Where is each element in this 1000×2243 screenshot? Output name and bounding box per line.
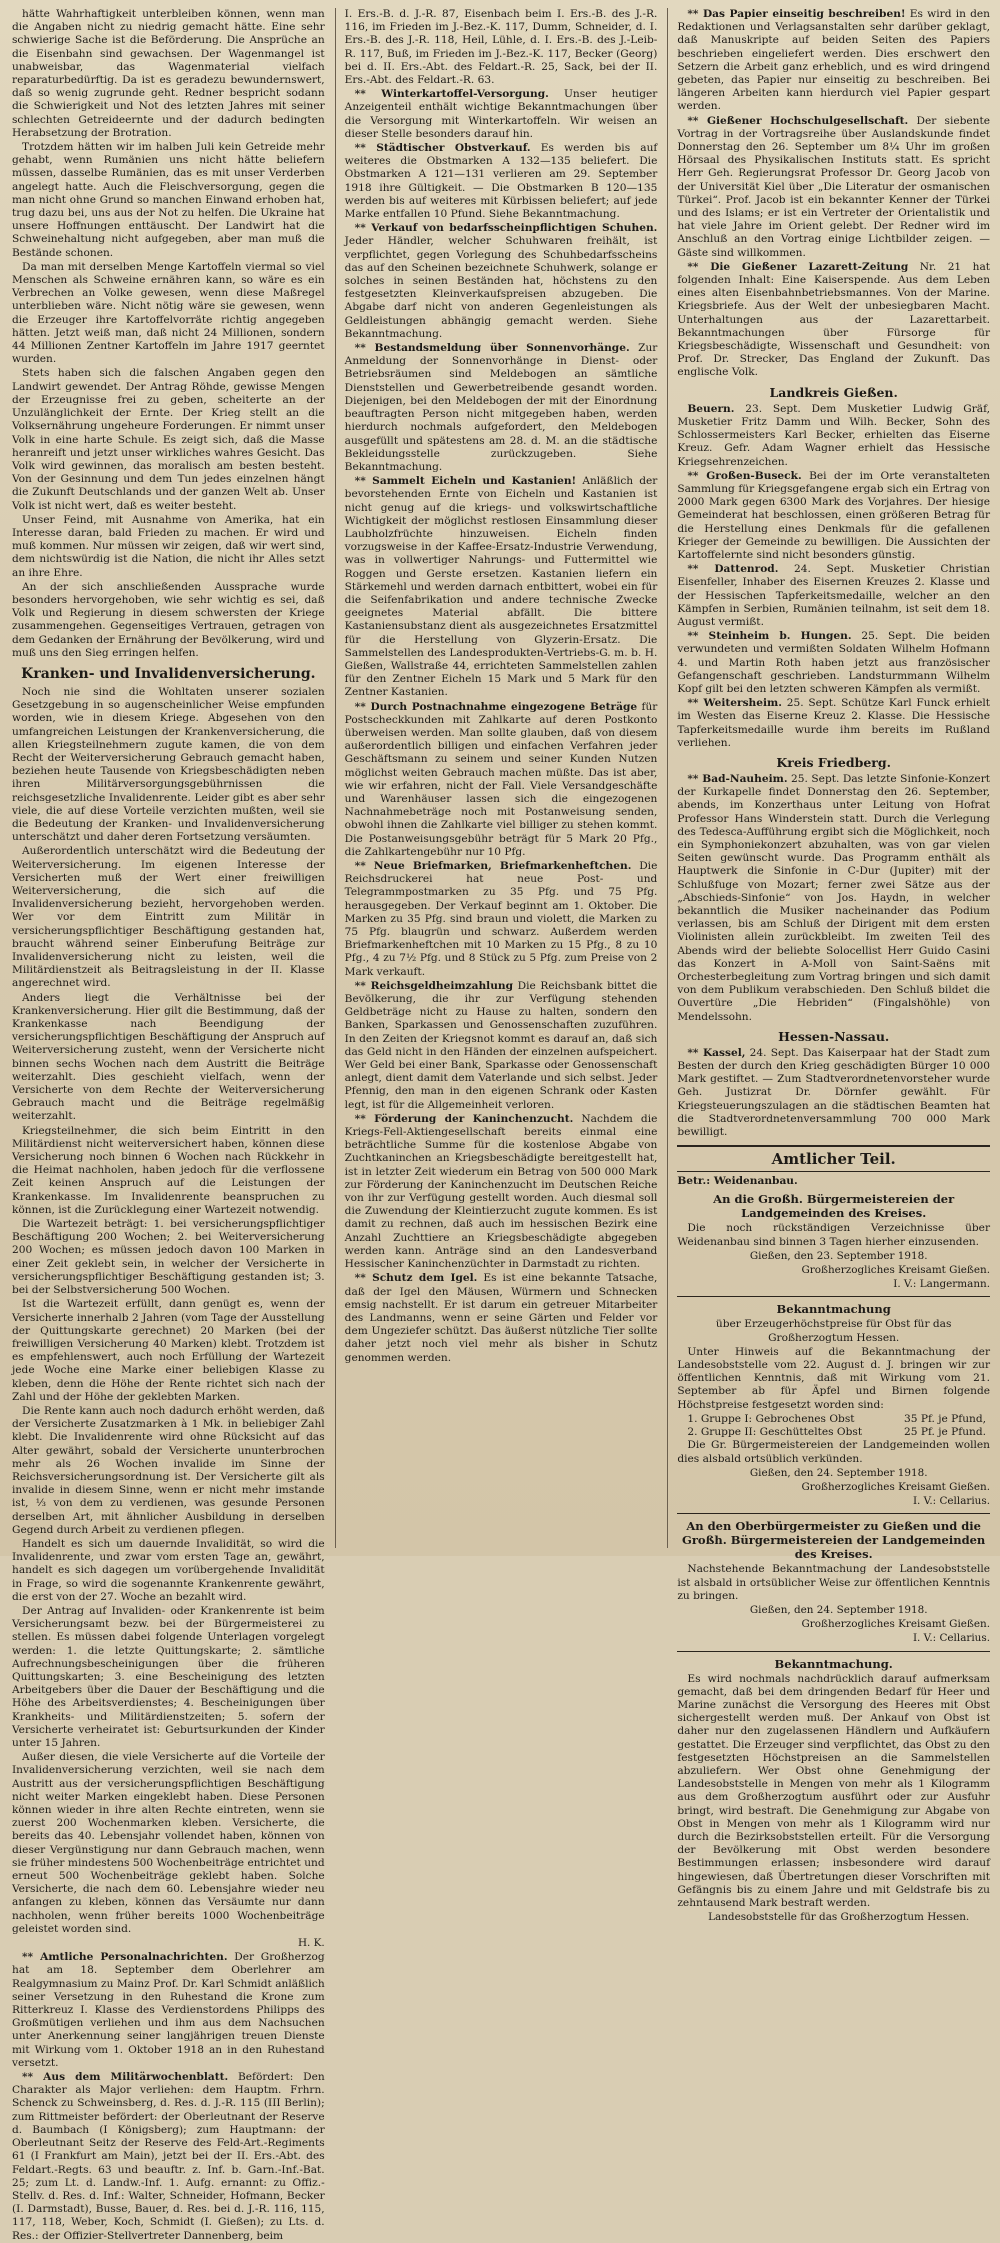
notice1-office: Großherzogliches Kreisamt Gießen. [801,1264,991,1277]
region-news-giessen [677,403,990,750]
notice2-title: Bekanntmachung [776,1302,891,1317]
news-item-heading: ** Gießener Hochschulgesellschaft. [687,114,909,127]
news-item-heading: ** Die Gießener Lazarett-Zeitung [687,260,909,273]
region-item-text: 23. Sept. Dem Musketier Ludwig Gräf, Musketier Fritz Damm und Wilh. Becker, Sohn des Schlossermeisters Karl Becker, erhielten das Eiserne Kreuz. Gefr. Adam Wagner erhielt das Hessische Kriegsehrenzeichen. [677,402,991,468]
news-item [345,1113,658,1271]
paragraph: Da man mit derselben Menge Kartoffeln viermal so viel Menschen als Schweine ernähren kann, so wäre es ein Verbrechen an Volke gewesen, wenn diese Maßregel unterblieben wäre. Nicht nötig wäre sie gewesen, wenn die Erzeuger ihre Kartoffelvorräte richtig angegeben hätten. Jetzt weiß man, daß nicht 24 Millionen, sondern 44 Millionen Zentner Kartoffeln im Jahre 1917 geerntet wurden. [12,260,325,366]
column-1 [12,8,325,2242]
local-news-list [345,88,658,1365]
author-signature: H. K. [297,1937,325,1950]
price-value: 35 Pf. je Pfund, [903,1412,987,1425]
notice3-text: Nachstehende Bekanntmachung der Landesobststelle ist alsbald in ortsüblicher Weise zur öffentlichen Kenntnis zu bringen. [677,1563,991,1602]
divider [677,1513,990,1514]
news-item-heading: ** Neue Briefmarken, Briefmarkenheftchen. [354,860,632,872]
news-item [345,1272,658,1364]
news-item-text: Es wird in den Redaktionen und Verlagsanstalten sehr darüber geklagt, daß Manuskripte auf beiden Seiten des Papiers beschrieben eingeliefert werden. Dies erschwert den Setzern die Arbeit ganz erheblich, und es wird dringend gebeten, das Papier nur einseitig zu beschreiben. Bei längeren Arbeiten kann hierdurch viel Papier gespart werden. [677,8,991,113]
paragraph: Ist die Wartezeit erfüllt, dann genügt es, wenn der Versicherte innerhalb 2 Jahren (vom Tage der Ausstellung der Quittungskarte gerechnet) 20 Marken (bei der freiwilligen Versicherung 40 Marken) klebt. Trotzdem ist es empfehlenswert, auch noch Erfüllung der Wartezeit jede Woche eine Marke einer beliebigen Klasse zu kleben, denn die Höhe der Rente richtet sich nach der Zahl und der Höhe der geklebten Marken. [12,1298,325,1403]
news-item-text: Nachdem die Kriegs-Fell-Aktiengesellschaft bereits einmal eine beträchtliche Summe für die kostenlose Abgabe von Zuchtkaninchen an Kriegsbeschädigte bereitgestellt hat, ist in letzter Zeit wiederum ein Betrag von 500 000 Mark zur Förderung der Kaninchenzucht im Deutschen Reiche von ihr zur Verfügung gestellt worden. Auch diesmal soll die Zuwendung der Kleintierzucht zugute kommen. Es ist damit zu rechnen, daß auch im hessischen Bezirk eine Anzahl Zuchttiere an Kriegsbeschädigte abgegeben werden kann. Anträge sind an den Landesverband Hessischer Kaninchenzüchter in Darmstadt zu richten. [344,1112,658,1271]
notice1-subject: Betr.: Weidenanbau. [677,1175,798,1188]
notice2-signature: I. V.: Cellarius. [912,1495,991,1508]
region-item-text: Bei der im Orte veranstalteten Sammlung für Kriegsgefangene ergab sich ein Ertrag von 2000 Mark gegen 6300 Mark des Vorjahres. Der hiesige Gemeinderat hat beschlossen, einen größeren Betrag für die Herstellung eines Denkmals für die gefallenen Krieger der Gemeinde zu bewilligen. Die Aussichten der Kartoffelernte sind nicht besonders günstig. [677,469,991,561]
paragraph: Anders liegt die Verhältnisse bei der Krankenversicherung. Hier gilt die Bestimmung, daß der Krankenkasse nach Beendigung der versicherungspflichtigen Beschäftigung der Anspruch auf Weiterversicherung zusteht, wenn der Versicherte nicht binnen sechs Wochen nach dem Austritt die Beiträge weiterzahlt. Dies geschieht vielfach, wenn der Versicherte von dem Rechte der Weiterversicherung Gebrauch macht und die Beiträge regelmäßig weiterzahlt. [12,991,325,1123]
kranken-article [12,686,325,1936]
region-item [677,630,990,696]
region-item-heading: ** Bad-Nauheim. [687,772,788,785]
divider [677,1651,990,1652]
region-news-hessen-nassau [677,1047,990,1139]
region-item [677,1047,990,1139]
region-item-heading: Beuern. [687,402,735,415]
region-heading-friedberg: Kreis Friedberg. [776,754,891,770]
paragraph: Unser Feind, mit Ausnahme von Amerika, hat ein Interesse daran, bald Frieden zu machen. Er wird und muß kommen. Nur müssen wir zeigen, daß wir wert sind, dem nichtswürdig ist die Nation, die nicht ihr Alles setzt an ihre Ehre. [12,513,325,579]
paragraph: Der Antrag auf Invaliden- oder Krankenrente ist beim Versicherungsamt bezw. bei der Bürgermeisterei zu stellen. Es müssen dabei folgende Unterlagen vorgelegt werden: 1. die letzte Quittungskarte; 2. sämtliche Aufrechnungsbescheinigungen über die früheren Quittungskarten; 3. eine Bescheinigung des letzten Arbeitgebers über die Dauer der Beschäftigung und die Höhe des Arbeitsverdienstes; 4. Bescheinigungen über Krankheits- und Militärdienstzeiten; 5. sofern der Versicherte verheiratet ist: Geburtsurkunden der Kinder unter 15 Jahren. [12,1604,325,1749]
news-item-text: Zur Anmeldung der Sonnenvorhänge in Dienst- oder Betriebsräumen sind Meldebogen an sämtliche Dienststellen und Gewerbetreibende gesandt worden. Diejenigen, bei den Meldebogen der mit der Einordnung beauftragten Person nicht mitgegeben haben, werden hierdurch nochmals aufgefordert, den Meldebogen ausgefüllt und spätestens am 28. d. M. an die städtische Bekleidungsstelle zurückzugeben. Siehe Bekanntmachung. [344,342,658,473]
notice3-signature: I. V.: Cellarius. [912,1632,991,1645]
columns [12,8,991,2242]
price-label: 2. Gruppe II: Geschütteltes Obst [687,1426,863,1439]
region-item [677,563,990,629]
paragraph: An der sich anschließenden Aussprache wurde besonders hervorgehoben, wie sehr wichtig es sei, daß Volk und Regierung in diesem schwersten der Kriege zusammengehen. Gegenseitiges Vertrauen, getragen von dem Gedanken der Ernährung der Bevölkerung, wird und muß uns den Sieg erringen helfen. [12,580,325,659]
region-item [677,697,990,750]
news-item-heading: ** Verkauf von bedarfsscheinpflichtigen Schuhen. [354,222,658,235]
region-item-heading: ** Weitersheim. [687,697,782,710]
news-item-heading: ** Städtischer Obstverkauf. [354,142,531,155]
news-item-text: für Postscheckkunden mit Zahlkarte auf deren Postkonto überweisen werden. Man sollte glauben, daß von diesem außerordentlich billigen und einfachen Verfahren jeder Geschäftsmann zu seinem und seiner Kunden Nutzen möglichst weiten Gebrauch machen müßte. Das ist aber, wie wir erfahren, nicht der Fall. Viele Versandgeschäfte und Warenhäuser lassen sich die eingezogenen Nachnahmebeträge noch mit Postanweisung senden, obwohl ihnen die Zahlkarte viel billiger zu stehen kommt. Die Postanweisungsgebühr beträgt für 5 Mark 20 Pfg., die Zahlkartengebühr nur 10 Pfg. [344,700,658,858]
news-item-text: Anläßlich der bevorstehenden Ernte von Eicheln und Kastanien ist nicht genug auf die kriegs- und volkswirtschaftliche Wichtigkeit der möglichst restlosen Einsammlung dieser Laubholzfrüchte hinzuweisen. Eicheln finden vorzugsweise in der Kaffee-Ersatz-Industrie Verwendung, was in vollwertiger Nahrungs- und Futtermittel wie Roggen und Gerste ersetzen. Kastanien liefern ein Stärkemehl und werden darnach entbittert, wobei ein für die Seifenfabrikation und andere technische Zwecke geeignetes Material abfällt. Die bittere Kastaniensubstanz dient als ausgezeichnetes Ersatzmittel für die Herstellung von Glyzerin-Ersatz. Die Sammelstellen des Landesprodukten-Vertriebs-G. m. b. H. Gießen, Wallstraße 44, errichteten Sammelstellen zahlen für den Zentner Eicheln 15 Mark und 5 Mark für den Zentner Kastanien. [344,475,658,699]
notice1-signature: I. V.: Langermann. [893,1278,991,1291]
notice2-note: Die Gr. Bürgermeistereien der Landgemeinden wollen dies alsbald ortsüblich verkünden. [677,1439,991,1465]
official-section-heading: Amtlicher Teil. [677,1145,990,1172]
paragraph: Die Rente kann auch noch dadurch erhöht werden, daß der Versicherte Zusatzmarken à 1 Mk. in beliebiger Zahl klebt. Die Invalidenrente wird ohne Rücksicht auf das Alter gewährt, sobald der Versicherte ununterbrochen mehr als 26 Wochen invalide im Sinne der Reichsversicherungsordnung ist. Der Versicherte gilt als invalide in diesem Sinne, wenn er nicht mehr imstande ist, ⅓ von dem zu verdienen, was gesunde Personen derselben Art, mit ähnlicher Ausbildung in derselben Gegend durch Arbeit zu verdienen pflegen. [12,1404,325,1536]
paragraph: Trotzdem hätten wir im halben Juli kein Getreide mehr gehabt, wenn Rumänien uns nicht hätte beliefern müssen, dasselbe Rumänien, das es mit unser Verderben angelegt hatte. Auch die Fleischversorgung, gegen die man nicht ohne Grund so manchen Einwand erhoben hat, trug dazu bei, uns aus der Not zu helfen. Die Ukraine hat unsere Hoffnungen enttäuscht. Der Landwirt hat die Schweinehaltung nicht aufgegeben, aber man muß die Bestände schonen. [12,141,325,259]
news-item-text: Die Reichsbank bittet die Bevölkerung, die ihr zur Verfügung stehenden Geldbeträge nicht zu Hause zu halten, sondern den Banken, Sparkassen und Genossenschaften zuzuführen. In den Zeiten der Kriegsnot kommt es darauf an, daß sich das Geld nicht in den Händen der einzelnen aufspeichert. Wer Geld bei einer Bank, Sparkasse oder Genossenschaft anlegt, dient damit dem Vaterlande und sich selbst. Jeder Pfennig, den man in den eigenen Schrank oder Kasten legt, ist für die Allgemeinheit verloren. [344,979,658,1111]
paragraph: hätte Wahrhaftigkeit unterbleiben können, wenn man die Angaben nicht zu niedrig gemacht hätte. Eine sehr schwierige Sache ist die Beförderung. Die Ansprüche an die Eisenbahn sind gewachsen. Der Wagenmangel ist unabweisbar, das Wagenmaterial vielfach reparaturbedürftig. Da ist es geradezu bewundernswert, daß so wenig zugrunde geht. Redner bespricht sodann die Schwierigkeit und Not des letzten Jahres mit seiner schlechten Getreideernte und der dadurch bedingten Herabsetzung der Brotration. [12,8,325,139]
region-item-heading: ** Dattenrod. [687,563,779,576]
news-item-heading: ** Winterkartoffel-Versorgung. [354,88,549,101]
news-item-heading: ** Schutz dem Igel. [354,1272,478,1285]
news-item-text: Unser heutiger Anzeigenteil enthält wichtige Bekanntmachungen über die Versorgung mit Winterkartoffeln. Wir weisen an dieser Stelle besonders darauf hin. [344,88,658,140]
paragraph: Stets haben sich die falschen Angaben gegen den Landwirt gewendet. Der Antrag Röhde, gewisse Mengen der Erzeugnisse frei zu geben, scheiterte an der Unzulänglichkeit der Ernte. Der Krieg stellt an die Volksernährung ungeheure Forderungen. Er nimmt unser Volk in eine harte Schule. Es zeigt sich, daß die Masse heranreift und jetzt unser wirkliches wahres Gesicht. Das Volk wird gewinnen, das moralisch am besten besteht. Von der Gesinnung und dem Tun jedes einzelnen hängt die Zukunft Deutschlands und der ganzen Welt ab. Unser Volk ist nicht wert, daß es weiter besteht. [12,367,325,512]
personal-heading: ** Amtliche Personalnachrichten. [22,1951,228,1964]
news-item [345,342,658,474]
region-item [677,470,990,562]
notice2-text: Unter Hinweis auf die Bekanntmachung der Landesobststelle vom 22. August d. J. bringen wir zur öffentlichen Kenntnis, daß mit Wirkung vom 21. September ab für Äpfel und Birnen folgende Höchstpreise festgesetzt worden sind: [677,1345,991,1411]
region-item-text: 24. Sept. Musketier Christian Eisenfeller, Inhaber des Eisernen Kreuzes 2. Klasse und der Hessischen Tapferkeitsmedaille, welcher an den Kämpfen in Serbien, Rumänien teilnahm, ist seit dem 18. August vermißt. [677,563,991,628]
notice2-subtitle: über Erzeugerhöchstpreise für Obst für das Großherzogtum Hessen. [715,1318,952,1344]
news-item-text: Jeder Händler, welcher Schuhwaren freihält, ist verpflichtet, gegen Vorlegung des Schuhbedarfsscheins das auf den Scheinen bezeichnete Schuhwerk, solange er solches in seinen Beständen hat, höchstens zu den festgesetzten Kleinverkaufspreisen abzugeben. Die Abgabe darf nicht von anderen Gegenleistungen als Geldleistungen abhängig gemacht werden. Siehe Bekanntmachung. [344,235,658,340]
region-item-text: 25. Sept. Schütze Karl Funck erhielt im Westen das Eiserne Kreuz 2. Klasse. Die Hessische Tapferkeitsmedaille wurde ihm bereits im Rußland verliehen. [677,697,991,749]
notice1-date: Gießen, den 23. September 1918. [749,1249,928,1262]
paragraph: Außerordentlich unterschätzt wird die Bedeutung der Weiterversicherung. Im eigenen Interesse der Versicherten muß der Wert einer freiwilligen Weiterversicherung, die sich auf die Invalidenversicherung bezieht, hervorgehoben werden. Wer vor dem Eintritt zum Militär in versicherungspflichtiger Beschäftigung gestanden hat, braucht während seiner Einberufung Beiträge zur Invalidenversicherung nicht zu leisten, weil die Militärdienstzeit als Beitragsleistung in der II. Klasse angerechnet wird. [12,845,325,990]
region-news-friedberg [677,773,990,1024]
news-item-text: Es werden bis auf weiteres die Obstmarken A 132—135 beliefert. Die Obstmarken A 121—131 verlieren am 29. September 1918 ihre Gültigkeit. — Die Obstmarken B 120—135 werden bis auf weiteres mit Kürbissen beliefert; auf jede Marke entfallen 10 Pfund. Siehe Bekanntmachung. [344,142,658,221]
notice2-office: Großherzogliches Kreisamt Gießen. [801,1480,991,1493]
column-2 [335,8,658,1548]
section-heading-kranken: Kranken- und Invalidenversicherung. [21,665,316,682]
price-row [677,1413,990,1426]
news-item [345,475,658,699]
price-label: 1. Gruppe I: Gebrochenes Obst [687,1412,855,1425]
paragraph: Noch nie sind die Wohltaten unserer sozialen Gesetzgebung in so augenscheinlicher Weise empfunden worden, wie in diesem Kriege. Abgesehen von den umfangreichen Leistungen der Krankenversicherung, die allen Kriegsteilnehmern zugute kamen, die von dem Recht der Weiterversicherung Gebrauch gemacht haben, beziehen heute Tausende von Kriegsbeschädigten neben ihren Militärversorgungsgebührnissen die reichsgesetzliche Invalidenrente. Leider gibt es aber sehr viele, die auf diese Vorteile verzichten mußten, weil sie die Bedeutung der Kranken- und Invalidenversicherung unterschätzt und daher deren Fortsetzung versäumten. [12,685,325,844]
local-news-list-2 [677,8,990,380]
news-item [677,115,990,260]
notice1-text: Die noch rückständigen Verzeichnisse über Weidenanbau sind binnen 3 Tagen hierher einzusenden. [677,1222,991,1248]
news-item-heading: ** Durch Postnachnahme eingezogene Beträge [354,700,638,713]
region-item-text: 24. Sept. Das Kaiserpaar hat der Stadt zum Besten der durch den Krieg geschädigten Bürger 10 000 Mark gestiftet. — Zum Stadtverordnetenvorsteher wurde Geh. Justizrat Dr. Dörnfer gewählt. Für Kriegsteuerungszulagen an die städtischen Beamten hat die Stadtverordnetenversammlung 700 000 Mark bewilligt. [677,1046,991,1139]
column-3 [667,8,991,1924]
notice3-office: Großherzogliches Kreisamt Gießen. [801,1618,991,1631]
news-item [345,980,658,1112]
news-item-heading: ** Sammelt Eicheln und Kastanien! [354,475,577,488]
news-item-heading: ** Das Papier einseitig beschreiben! [687,8,906,20]
region-heading-hessen-nassau: Hessen-Nassau. [778,1028,890,1044]
notice4-title: Bekanntmachung. [774,1656,893,1671]
price-row [677,1426,990,1439]
notice3-date: Gießen, den 24. September 1918. [749,1603,928,1616]
intro-paragraphs [12,8,325,660]
price-list [677,1413,990,1439]
region-heading-giessen: Landkreis Gießen. [769,384,898,400]
news-item [345,701,658,859]
notice3-title: An den Oberbürgermeister zu Gießen und die Großh. Bürgermeistereien der Landgemeinden des Kreises. [682,1519,986,1562]
region-item [677,403,990,469]
news-item-text: Nr. 21 hat folgenden Inhalt: Eine Kaiserspende. Aus dem Leben eines alten Eisenbahnbetriebsmannes. Von der Marine. Kriegsbriefe. Aus der Welt der unbesiegbaren Macht. Unterhaltungen aus der Lazarettarbeit. Bekanntmachungen über Fürsorge für Kriegsbeschädigte, Wissenschaft und Gesundheit: von Prof. Dr. Strecker, Das England der Zukunft. Das englische Volk. [677,260,991,379]
paragraph: Außer diesen, die viele Versicherte auf die Vorteile der Invalidenversicherung verzichten, weil sie nach dem Austritt aus der versicherungspflichtigen Beschäftigung nicht weiter Marken eingeklebt haben. Diese Personen können wieder in ihre alten Rechte eintreten, wenn sie zuerst 200 Wochenmarken kleben. Versicherte, die bereits das 40. Lebensjahr vollendet haben, können von dieser Vergünstigung nur dann Gebrauch machen, wenn sie früher mindestens 500 Wochenbeiträge entrichtet und erneut 500 Wochenbeiträge geklebt haben. Solche Versicherte, die nach dem 60. Lebensjahre wieder neu anfangen zu kleben, können das Versäumte nur dann nachholen, wenn früher bereits 1000 Wochenbeiträge geleistet worden sind. [12,1751,325,1935]
news-item-heading: ** Bestandsmeldung über Sonnenvorhänge. [354,342,630,355]
price-value: 25 Pf. je Pfund. [903,1426,987,1439]
region-item-heading: ** Kassel, [687,1046,746,1059]
notice4-signature: Landesobststelle für das Großherzogtum Hessen. [708,1911,970,1924]
region-item [677,773,990,1024]
news-item [677,261,990,380]
news-item [345,88,658,141]
region-item-text: 25. Sept. Die beiden verwundeten und vermißten Soldaten Wilhelm Hofmann 4. und Martin Roth haben jetzt aus französischer Gefangenschaft geschrieben. Landsturmmann Wilhelm Kopf gilt bei den letzten schweren Kämpfen als vermißt. [677,630,991,695]
news-item-text: Der siebente Vortrag in der Vortragsreihe über Auslandskunde findet Donnerstag den 26. September um 8¼ Uhr im großen Hörsaal des Physikalischen Instituts statt. Es spricht Herr Geh. Regierungsrat Professor Dr. Georg Jacob von der Universität Kiel über „Die Literatur der osmanischen Türkei“. Prof. Jacob ist ein bekannter Kenner der Türkei und des Islams; er ist ein Vertreter der Orientalistik und hat viele Jahre im Orient gelebt. Der Redner wird im Anschluß an den Vortrag einige Lichtbilder zeigen. — Gäste sind willkommen. [677,114,991,259]
paragraph: Die Wartezeit beträgt: 1. bei versicherungspflichtiger Beschäftigung 200 Wochen; 2. bei Weiterversicherung 200 Wochen; es müssen jedoch davon 100 Marken in einer Zeit geklebt sein, in welcher der Versicherte in versicherungspflichtiger Beschäftigung gestanden ist; 3. bei der Selbstversicherung 500 Wochen. [12,1218,325,1297]
news-item [677,8,990,114]
notice2-date: Gießen, den 24. September 1918. [749,1466,928,1479]
news-item-heading: ** Förderung der Kaninchenzucht. [354,1112,574,1125]
news-item [345,142,658,221]
notice1-title: An die Großh. Bürgermeistereien der Landgemeinden des Kreises. [713,1192,955,1221]
notice4-text: Es wird nochmals nachdrücklich darauf aufmerksam gemacht, daß bei dem dringenden Bedarf für Heer und Marine zunächst die Versorgung des Heeres mit Obst sichergestellt werden muß. Der Ankauf von Obst ist daher nur den zugelassenen Händlern und Aufkäufern gestattet. Die Erzeuger sind verpflichtet, das Obst zu den festgesetzten Höchstpreisen an die Sammelstellen abzuliefern. Wer Obst ohne Genehmigung der Landesobststelle in Mengen von mehr als 1 Kilogramm aus dem Großherzogtum ausführt oder zur Ausfuhr bringt, wird bestraft. Die Genehmigung zur Abgabe von Obst in Mengen von mehr als 1 Kilogramm wird nur durch die Bezirksobststellen erteilt. Für die Versorgung der Bevölkerung mit Obst werden besondere Bestimmungen erlassen; insbesondere wird darauf hingewiesen, daß Übertretungen dieser Vorschriften mit Gefängnis bis zu einem Jahre und mit Geldstrafe bis zu zehntausend Mark bestraft werden. [677,1672,991,1909]
paragraph: Kriegsteilnehmer, die sich beim Eintritt in den Militärdienst nicht weiterversichert haben, können diese Versicherung noch binnen 6 Wochen nach Rückkehr in die Heimat nachholen, haben jedoch für die verflossene Zeit keinen Anspruch auf die Leistungen der Krankenkasse. Im Invalidenrente beanspruchen zu können, ist die Zurücklegung einer Wartezeit notwendig. [12,1124,325,1216]
divider [677,1296,990,1297]
region-item-text: 25. Sept. Das letzte Sinfonie-Konzert der Kurkapelle findet Donnerstag den 26. September, abends, im Konzerthaus unter Leitung von Hofrat Professor Hans Winderstein statt. Durch die Verlegung des Tedesca-Aufführung ergibt sich die Möglichkeit, noch ein Symphoniekonzert abzuhalten, was von gar vielen Seiten gewünscht wurde. Das Programm enthält als Hauptwerk die Sinfonie in C-Dur (Jupiter) mit der Schlußfuge von Mozart; ferner zwei Sätze aus der „Abschieds-Sinfonie“ von Jos. Haydn, in welcher bekanntlich die Musiker nacheinander das Podium verlassen, bis am Schluß der Dirigent mit dem ersten Violinisten allein zurückbleibt. Im zweiten Teil des Abends wird der beliebte Solocellist Herr Guido Casini das Konzert in A-Moll von Saint-Saëns mit Orchesterbegleitung zum Vortrag bringen und sich damit von dem Publikum verabschieden. Den Schluß bildet die Ouvertüre „Die Hebriden“ (Fingalshöhle) von Mendelssohn. [677,772,991,1023]
region-item-heading: ** Großen-Buseck. [687,469,802,482]
news-item-text: Die Reichsdruckerei hat neue Post- und Telegrammpostmarken zu 35 Pfg. und 75 Pfg. herausgegeben. Der Verkauf beginnt am 1. Oktober. Die Marken zu 35 Pfg. sind braun und violett, die Marken zu 75 Pfg. blaugrün und schwarz. Außerdem werden Briefmarkenheftchen mit 10 Marken zu 15 Pfg., 8 zu 10 Pfg., 4 zu 7½ Pfg. und 8 Stück zu 5 Pfg. zum Preise von 2 Mark verkauft. [344,860,658,978]
personal-text: Der Großherzog hat am 18. September dem Oberlehrer am Realgymnasium zu Mainz Prof. Dr. Karl Schmidt anläßlich seiner Versetzung in den Ruhestand die Krone zum Ritterkreuz I. Klasse des Verdienstordens Philipps des Großmütigen verliehen und ihm aus dem Nachsuchen unter Anerkennung seiner langjährigen treuen Dienste mit Wirkung vom 1. Oktober 1918 an in den Ruhestand versetzt. [12,1951,325,2069]
news-item-heading: ** Reichsgeldheimzahlung [354,979,514,992]
paragraph: Handelt es sich um dauernde Invalidität, so wird die Invalidenrente, und zwar vom ersten Tage an, gewährt, handelt es sich dagegen um vorübergehende Invalidität in Frage, so wird die sogenannte Krankenrente gewährt, die erst von der 27. Woche an bezahlt wird. [12,1537,325,1603]
military-text: Befördert: Den Charakter als Major verliehen: dem Hauptm. Frhrn. Schenck zu Schweinsberg, d. Res. d. J.-R. 115 (III Berlin); zum Rittmeister befördert: der Oberleutnant der Reserve d. Baumbach (I Königsberg); zum Hauptmann: der Oberleutnant Seitz der Reserve des Feld-Art.-Regiments 61 (I Frankfurt am Main), jetzt bei der II. Ers.-Abt. des Feldart.-Regts. 63 und beauftr. z. Inf. b. Garn.-Inf.-Bat. 25; zum Lt. d. Landw.-Inf. 1. Aufg. ernannt: zu Offiz.-Stellv. d. Res. d. Inf.: Walter, Schneider, Hofmann, Becker (I. Darmstadt), Busse, Bauer, d. Res. bei d. J.-R. 116, 115, 117, 118, Weber, Koch, Schmidt (I. Gießen); zu Lts. d. Res.: der Offizier-Stellvertreter Dannenberg, beim [12,2071,325,2242]
news-item-text: Es ist eine bekannte Tatsache, daß der Igel den Mäusen, Würmern und Schnecken emsig nachstellt. Er ist darum ein getreuer Mitarbeiter des Landmanns, wenn er seine Gärten und Felder vor dem Ungeziefer schützt. Das äußerst nützliche Tier sollte daher jetzt noch viel mehr als bisher in Schutz genommen werden. [344,1272,658,1364]
news-item [345,222,658,341]
news-item [345,860,658,979]
region-item-heading: ** Steinheim b. Hungen. [687,630,852,643]
military-heading: ** Aus dem Militärwochenblatt. [22,2071,229,2084]
military-continued: I. Ers.-B. d. J.-R. 87, Eisenbach beim I. Ers.-B. des J.-R. 116, im Frieden im J.-Bez.-K. 117, Dumm, Schneider, d. I. Ers.-B. des J.-R. 118, Heil, Lühle, d. I. Ers.-B. des J.-Leib-R. 117, Buß, im Frieden im J.-Bez.-K. 117, Becker (Georg) bei d. II. Ers.-Abt. des Feldart.-R. 25, Sack, bei der II. Ers.-Abt. des Feldart.-R. 63. [344,8,658,87]
